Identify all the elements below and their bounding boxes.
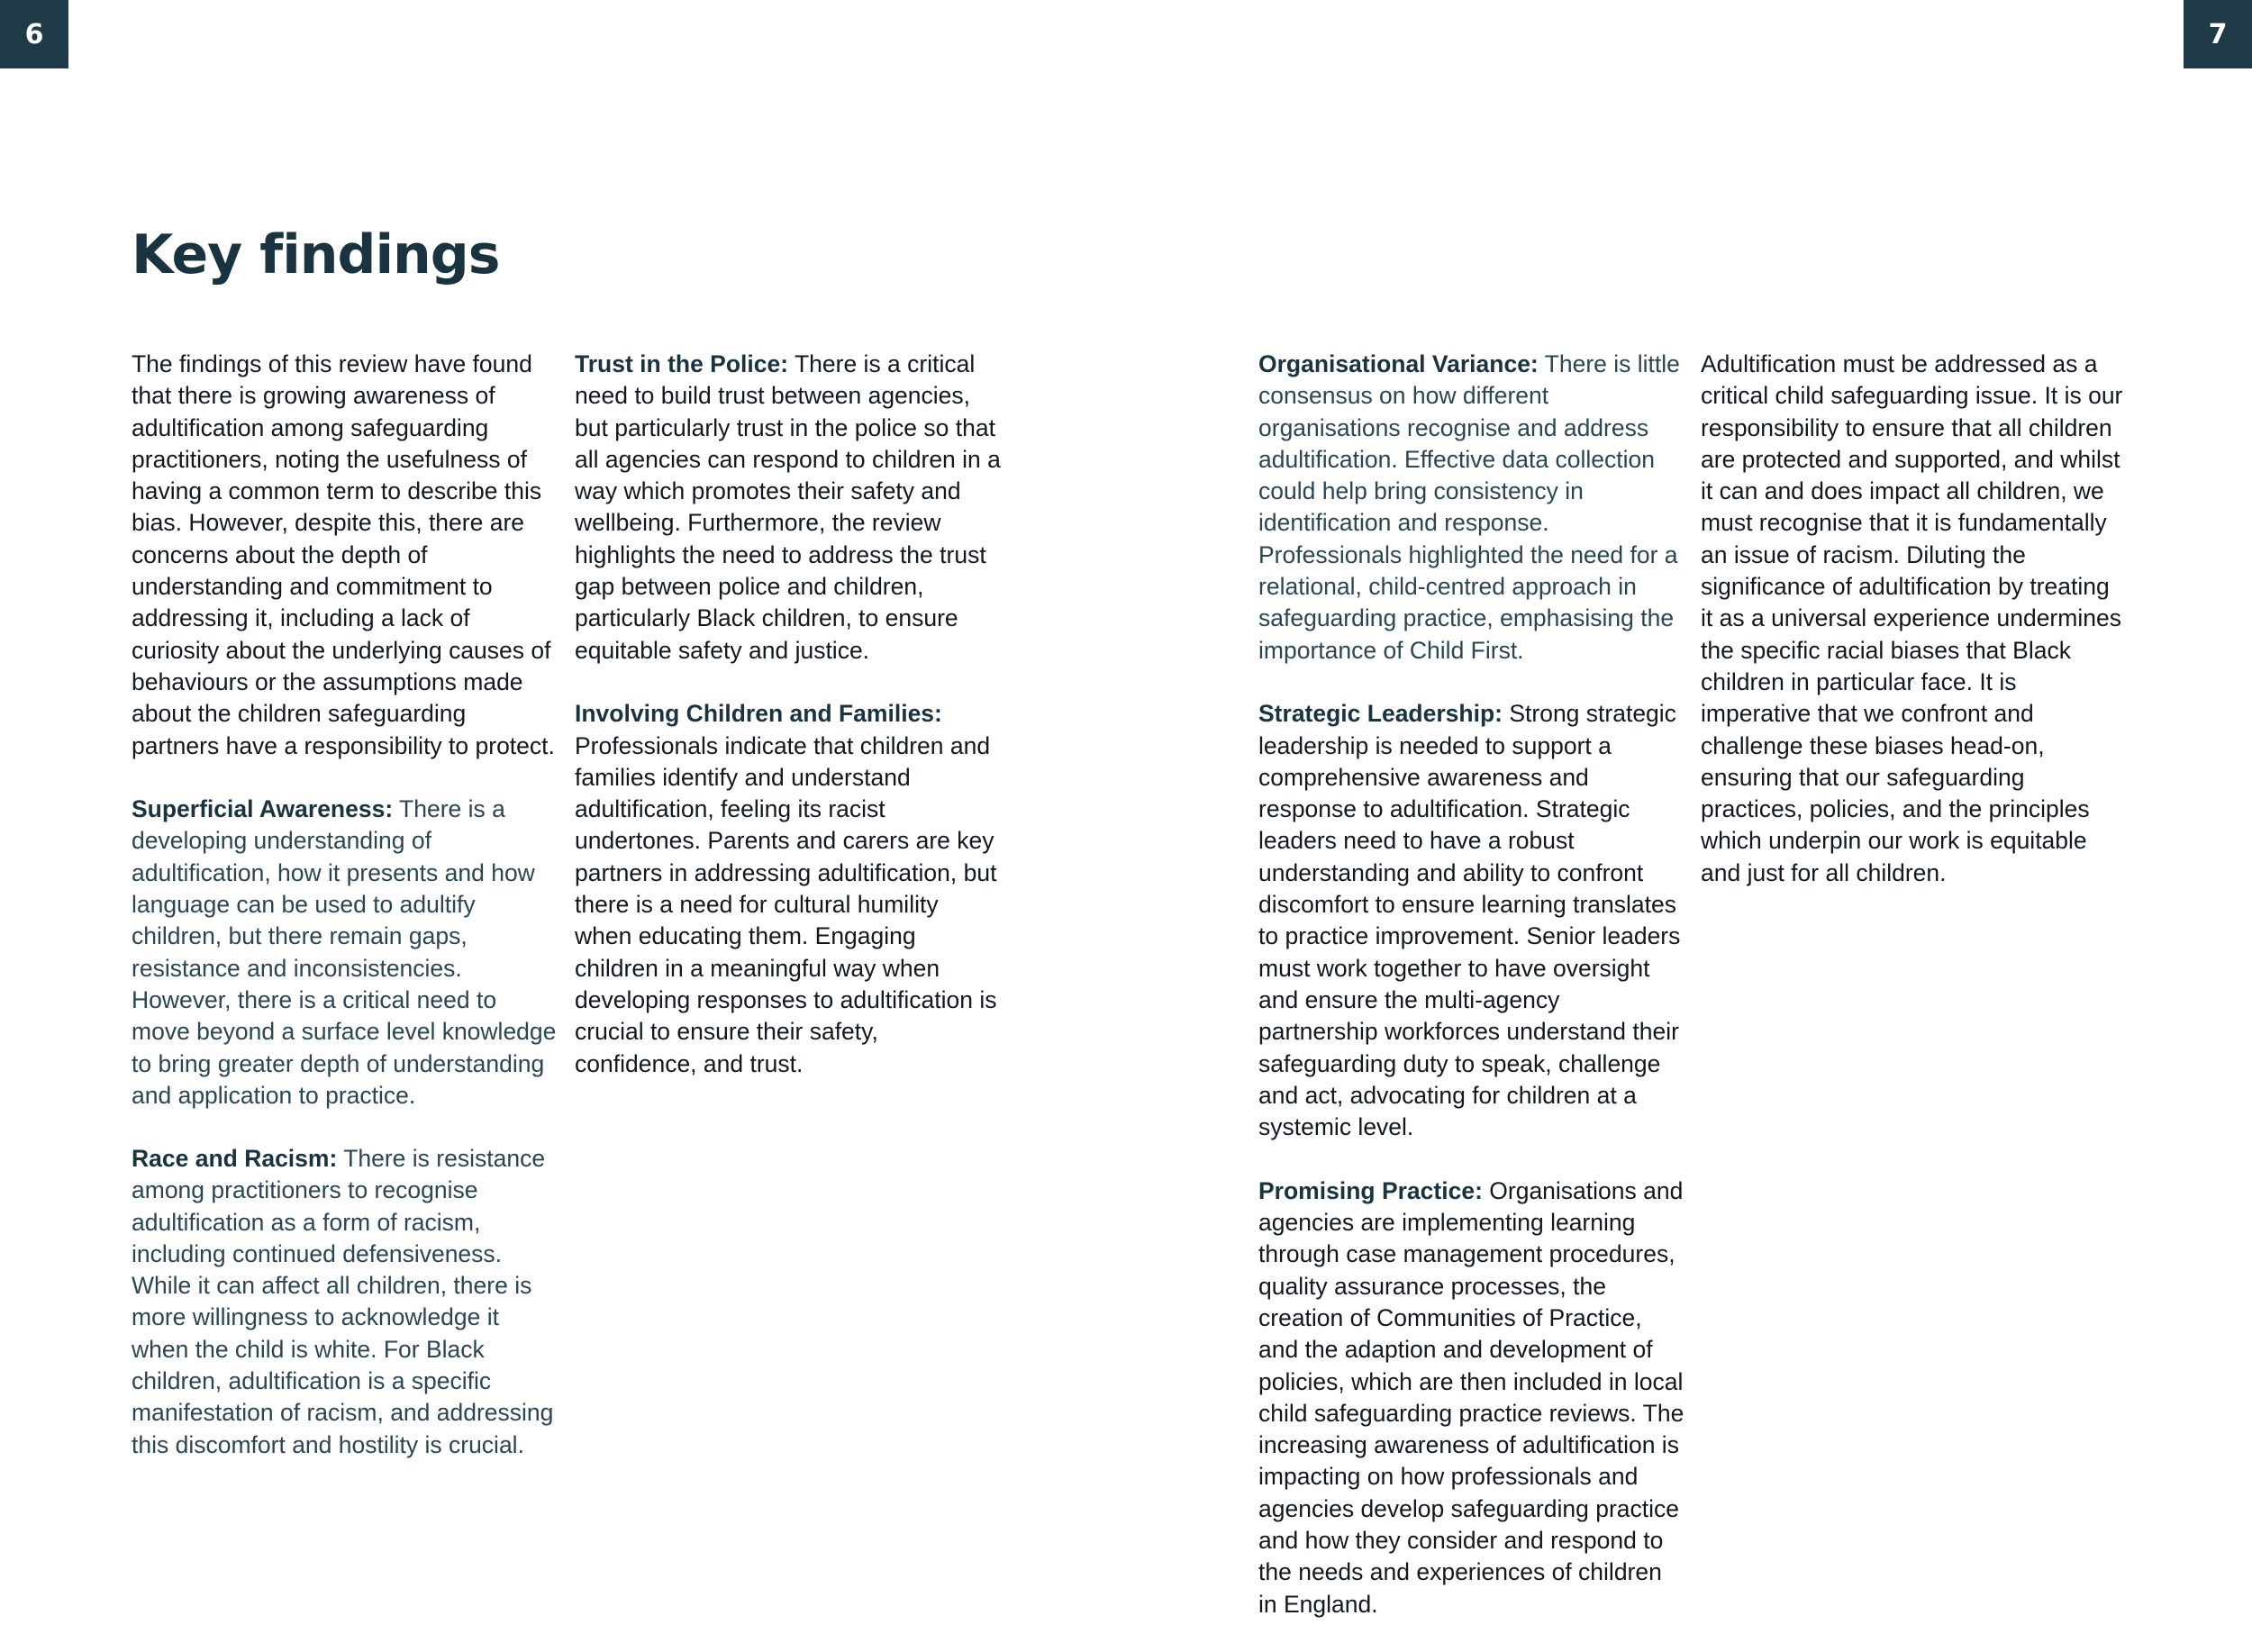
conclusion-paragraph: Adultification must be addressed as a critical child safeguarding issue. It is our responsibility to ensure that all children are protected and supported, and whilst it can and does impact all children, we must recognise that it is fundamentally an issue of racism. Diluting the significance of adultification by treating it as a universal experience undermines the specific racial biases that Black children in particular face. It is imperative that we confront and challenge these biases head-on, ensuring that our safeguarding practices, policies, and the principles which underpin our work is equitable and just for all children. [1701,350,2123,886]
text-column-3 [1258,349,1685,1652]
finding-body: There is resistance among practitioners to recognise adultification as a form of racism, including continued defensiveness. While it can affect all children, there is more willingness to acknowledge it when the child is white. For Black children, adultification is a specific manifestation of racism, and addressing this discomfort and hostility is crucial. [132,1145,554,1458]
finding-heading: Superficial Awareness: [132,795,394,823]
page-title: Key findings [132,223,500,286]
page-number-left: 6 [0,0,68,68]
finding-heading: Race and Racism: [132,1145,338,1172]
text-column-4 [1701,349,2128,921]
finding-heading: Organisational Variance: [1258,350,1539,377]
finding-superficial-awareness [132,794,558,1112]
finding-involving-children-families [575,698,1002,1080]
finding-body: Professionals indicate that children and families identify and understand adultification, feeling its racist undertones. Parents and carers are key partners in addressing adultification, but there is a need for cultural humility when educating them. Engaging children in a meaningful way when developing responses to adultification is crucial to ensure their safety, confidence, and trust. [575,731,997,1077]
finding-heading: Trust in the Police: [575,350,789,377]
finding-race-and-racism-block [132,1143,558,1493]
finding-heading: Strategic Leadership: [1258,700,1503,728]
finding-trust-in-police [575,349,1002,667]
finding-strategic-leadership [1258,698,1685,1143]
finding-body: There is a developing understanding of adultification, how it presents and how language can be used to adultify children, but there remain gaps, resistance and inconsistencies. However, there is a critical need to move beyond a surface level knowledge to bring greater depth of understanding and application to practice. [132,795,557,1109]
text-column-1 [132,349,558,1143]
page-number-right: 7 [2184,0,2252,68]
finding-body: Strong strategic leadership is needed to support a comprehensive awareness and response to adultification. Strategic leaders need to have a robust understanding and ability to confront discomfort to ensure learning translates to practice improvement. Senior leaders must work together to have oversight and ensure the multi-agency partnership workforces understand their safeguarding duty to speak, challenge and act, advocating for children at a systemic level. [1258,700,1681,1141]
intro-paragraph: The findings of this review have found that there is growing awareness of adultification among safeguarding practitioners, noting the usefulness of having a common term to describe this bias. However, despite this, there are concerns about the depth of understanding and commitment to addressing it, including a lack of curiosity about the underlying causes of behaviours or the assumptions made about the children safeguarding partners have a responsibility to protect. [132,350,555,759]
finding-heading: Involving Children and Families: [575,700,942,728]
finding-organisational-variance [1258,349,1685,667]
text-column-2 [575,349,1002,1112]
finding-body: There is little consensus on how different organisations recognise and address adultification. Effective data collection could help bring consistency in identification and response. Professionals highlighted the need for a relational, child-centred approach in safeguarding practice, emphasising the importance of Child First. [1258,350,1680,664]
finding-body: Organisations and agencies are implementing learning through case management procedures, quality assurance processes, the creation of Communities of Practice, and the adaption and development of policies, which are then included in local child safeguarding practice reviews. The increasing awareness of adultification is impacting on how professionals and agencies develop safeguarding practice and how they consider and respond to the needs and experiences of children in England. [1258,1176,1684,1618]
finding-promising-practice [1258,1175,1685,1620]
finding-body: There is a critical need to build trust between agencies, but particularly trust in the police so that all agencies can respond to children in a way which promotes their safety and wellbeing. Furthermore, the review highlights the need to address the trust gap between police and children, particularly Black children, to ensure equitable safety and justice. [575,350,1001,664]
finding-race-and-racism [132,1143,558,1461]
finding-heading: Promising Practice: [1258,1176,1483,1204]
